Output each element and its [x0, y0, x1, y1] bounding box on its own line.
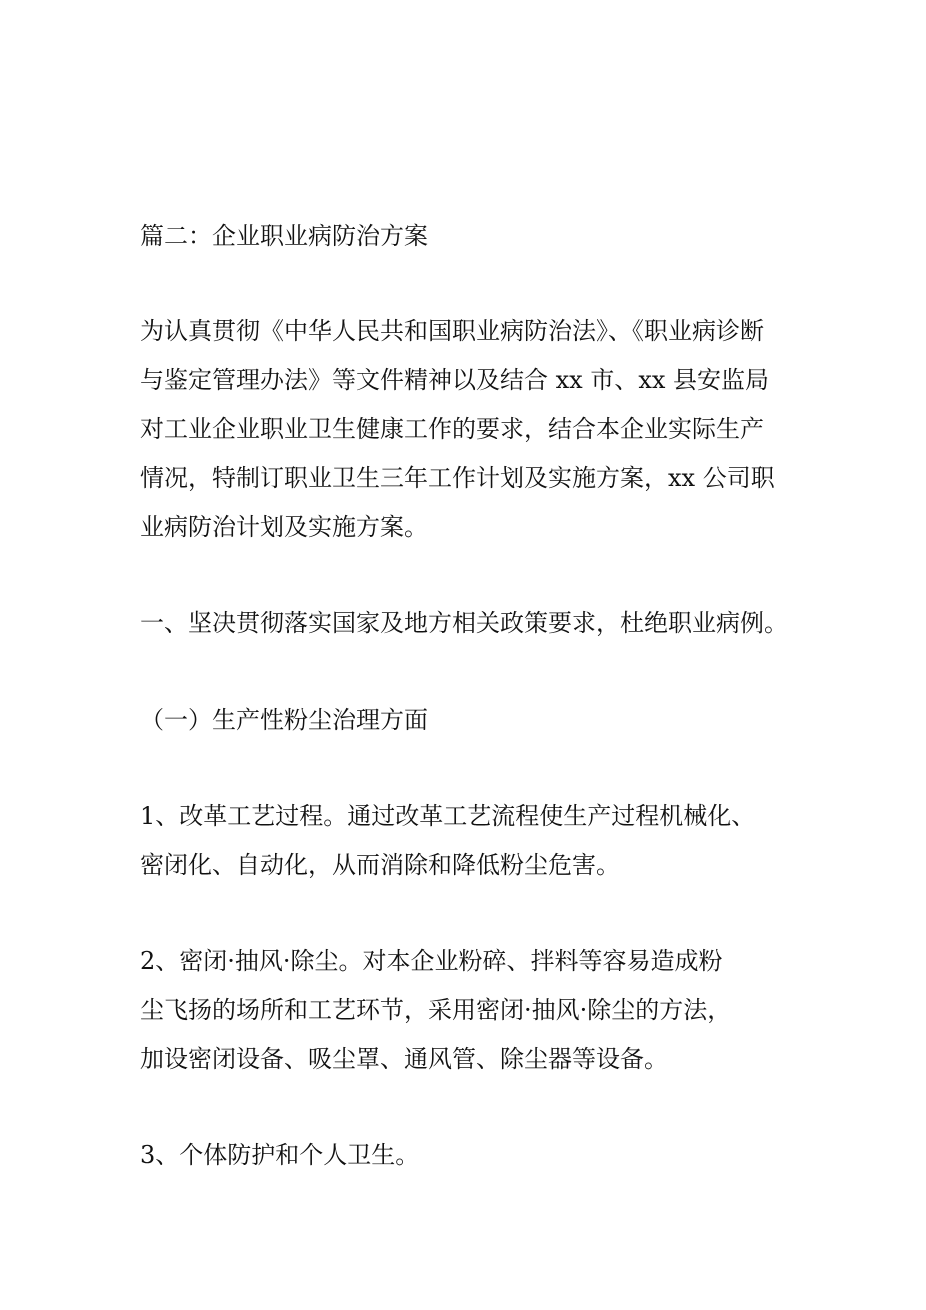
item-one-line-2: 密闭化、自动化，从而消除和降低粉尘危害。 — [140, 851, 620, 879]
item-two-line-1: 2、密闭·抽风·除尘。对本企业粉碎、拌料等容易造成粉 — [140, 947, 723, 975]
subsection-one-heading: （一）生产性粉尘治理方面 — [140, 706, 428, 734]
section-one-heading: 一、坚决贯彻落实国家及地方相关政策要求，杜绝职业病例。 — [140, 609, 788, 637]
intro-line-5: 业病防治计划及实施方案。 — [140, 513, 428, 541]
intro-line-4: 情况，特制订职业卫生三年工作计划及实施方案，xx 公司职 — [140, 464, 775, 492]
item-three-line: 3、个体防护和个人卫生。 — [140, 1141, 420, 1169]
item-one-line-1: 1、改革工艺过程。通过改革工艺流程使生产过程机械化、 — [140, 802, 756, 830]
intro-line-2: 与鉴定管理办法》等文件精神以及结合 xx 市、xx 县安监局 — [140, 366, 770, 394]
item-two-line-2: 尘飞扬的场所和工艺环节，采用密闭·抽风·除尘的方法， — [140, 996, 732, 1024]
item-two-line-3: 加设密闭设备、吸尘罩、通风管、除尘器等设备。 — [140, 1045, 668, 1073]
document-heading: 篇二：企业职业病防治方案 — [140, 222, 428, 250]
intro-line-3: 对工业企业职业卫生健康工作的要求，结合本企业实际生产 — [140, 415, 764, 443]
intro-line-1: 为认真贯彻《中华人民共和国职业病防治法》、《职业病诊断 — [140, 317, 764, 345]
